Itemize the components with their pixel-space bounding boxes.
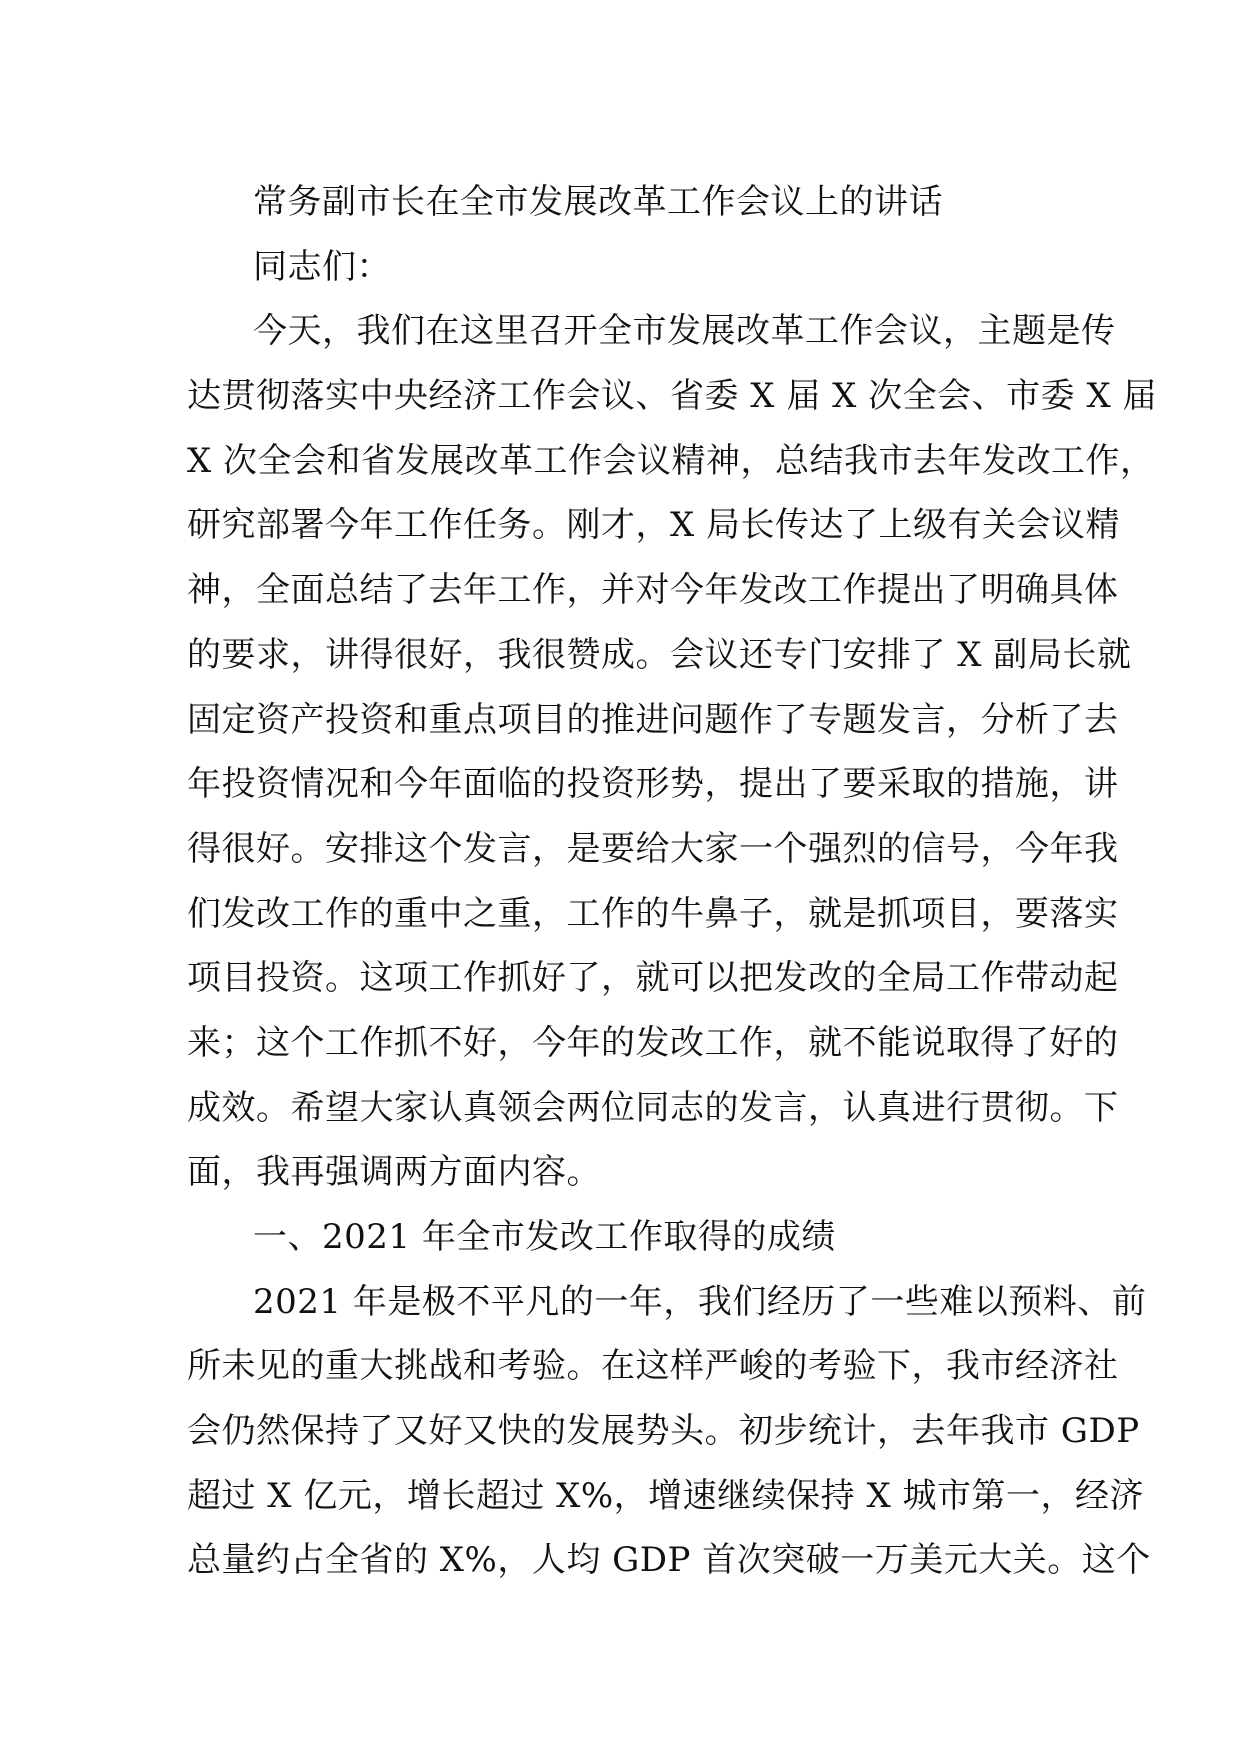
paragraph-line: 面，我再强调两方面内容。 bbox=[187, 1152, 601, 1193]
paragraph-1 bbox=[187, 299, 1157, 1205]
paragraph-line: 研究部署今年工作任务。刚才，X 局长传达了上级有关会议精 bbox=[187, 505, 1121, 546]
paragraph-line: 成效。希望大家认真领会两位同志的发言，认真进行贯彻。下 bbox=[187, 1087, 1119, 1128]
document-title: 常务副市长在全市发展改革工作会议上的讲话 bbox=[253, 182, 943, 222]
salutation: 同志们： bbox=[253, 246, 391, 287]
section-heading: 一、2021 年全市发改工作取得的成绩 bbox=[253, 1217, 836, 1257]
paragraph-line: X 次全会和省发展改革工作会议精神，总结我市去年发改工作， bbox=[187, 440, 1155, 481]
document-body bbox=[187, 170, 1157, 1593]
paragraph-line: 项目投资。这项工作抓好了，就可以把发改的全局工作带动起 bbox=[187, 958, 1119, 999]
paragraph-line: 年投资情况和今年面临的投资形势，提出了要采取的措施，讲 bbox=[187, 764, 1119, 805]
paragraph-2 bbox=[187, 1270, 1151, 1593]
paragraph-line: 所未见的重大挑战和考验。在这样严峻的考验下，我市经济社 bbox=[187, 1346, 1119, 1387]
paragraph-line: 总量约占全省的 X%，人均 GDP 首次突破一万美元大关。这个 bbox=[187, 1540, 1151, 1581]
paragraph-line: 2021 年是极不平凡的一年，我们经历了一些难以预料、前 bbox=[253, 1281, 1147, 1322]
paragraph-line: 会仍然保持了又好又快的发展势头。初步统计，去年我市 GDP bbox=[187, 1411, 1140, 1452]
paragraph-line: 的要求，讲得很好，我很赞成。会议还专门安排了 X 副局长就 bbox=[187, 634, 1132, 675]
paragraph-line: 超过 X 亿元，增长超过 X%，增速继续保持 X 城市第一，经济 bbox=[187, 1475, 1144, 1516]
paragraph-line: 来；这个工作抓不好，今年的发改工作，就不能说取得了好的 bbox=[187, 1022, 1119, 1063]
paragraph-line: 今天，我们在这里召开全市发展改革工作会议，主题是传 bbox=[253, 311, 1116, 352]
paragraph-line: 达贯彻落实中央经济工作会议、省委 X 届 X 次全会、市委 X 届 bbox=[187, 376, 1157, 417]
paragraph-line: 得很好。安排这个发言，是要给大家一个强烈的信号，今年我 bbox=[187, 828, 1119, 869]
paragraph-line: 神，全面总结了去年工作，并对今年发改工作提出了明确具体 bbox=[187, 570, 1119, 611]
paragraph-line: 们发改工作的重中之重，工作的牛鼻子，就是抓项目，要落实 bbox=[187, 893, 1119, 934]
paragraph-line: 固定资产投资和重点项目的推进问题作了专题发言，分析了去 bbox=[187, 699, 1119, 740]
